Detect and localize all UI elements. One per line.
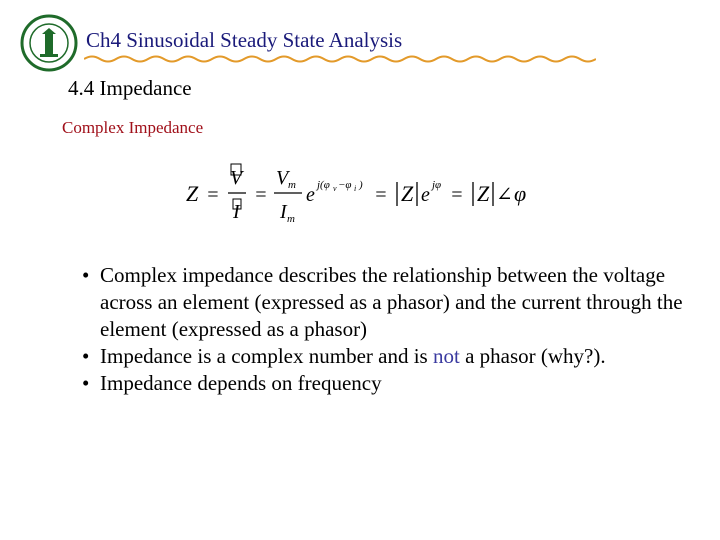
svg-text:V: V xyxy=(230,167,243,189)
svg-text:=: = xyxy=(450,184,464,206)
svg-text:φ: φ xyxy=(514,181,527,206)
bullet-glyph: • xyxy=(82,344,90,368)
svg-text:): ) xyxy=(359,179,363,191)
impedance-equation xyxy=(180,158,560,232)
svg-text:V: V xyxy=(276,167,289,189)
svg-text:e: e xyxy=(306,184,315,206)
bullet-glyph: • xyxy=(82,371,90,395)
subheading-complex-impedance: Complex Impedance xyxy=(62,118,204,137)
bullet-item xyxy=(74,370,694,397)
svg-text:=: = xyxy=(374,184,388,206)
decorative-wave-divider xyxy=(84,52,596,66)
section-heading: 4.4 Impedance xyxy=(68,76,192,100)
svg-text:=: = xyxy=(254,184,268,206)
svg-text:=: = xyxy=(206,184,220,206)
svg-text:jφ: jφ xyxy=(432,179,442,191)
highlight-not: not xyxy=(432,344,460,368)
svg-text:I: I xyxy=(280,201,287,223)
bullet-text-before: Impedance is a complex number and is xyxy=(100,344,433,368)
slide-header-title: Ch4 Sinusoidal Steady State Analysis xyxy=(86,28,403,52)
svg-text:i: i xyxy=(354,184,357,193)
svg-text:v: v xyxy=(333,184,337,193)
svg-text:Z: Z xyxy=(186,181,199,206)
svg-text:−φ: −φ xyxy=(338,179,352,191)
svg-text:Z: Z xyxy=(401,181,414,206)
bullet-text-after: a phasor (why?). xyxy=(459,344,606,368)
svg-text:m: m xyxy=(288,179,296,191)
svg-text:m: m xyxy=(287,213,295,225)
svg-text:I: I xyxy=(233,201,240,223)
bullet-item xyxy=(74,262,694,343)
svg-text:Z: Z xyxy=(477,181,490,206)
svg-text:e: e xyxy=(421,184,430,206)
bullet-list xyxy=(74,262,694,397)
svg-text:∠: ∠ xyxy=(496,184,513,206)
bullet-item xyxy=(74,343,694,370)
university-logo xyxy=(20,14,78,72)
bullet-glyph: • xyxy=(82,263,90,287)
bullet-text: Impedance depends on frequency xyxy=(100,371,382,395)
bullet-text: Complex impedance describes the relationship between the voltage across an element (expressed as a phasor) and the current through the element (expressed as a phasor) xyxy=(100,263,683,341)
svg-text:j(φ: j(φ xyxy=(317,179,330,191)
